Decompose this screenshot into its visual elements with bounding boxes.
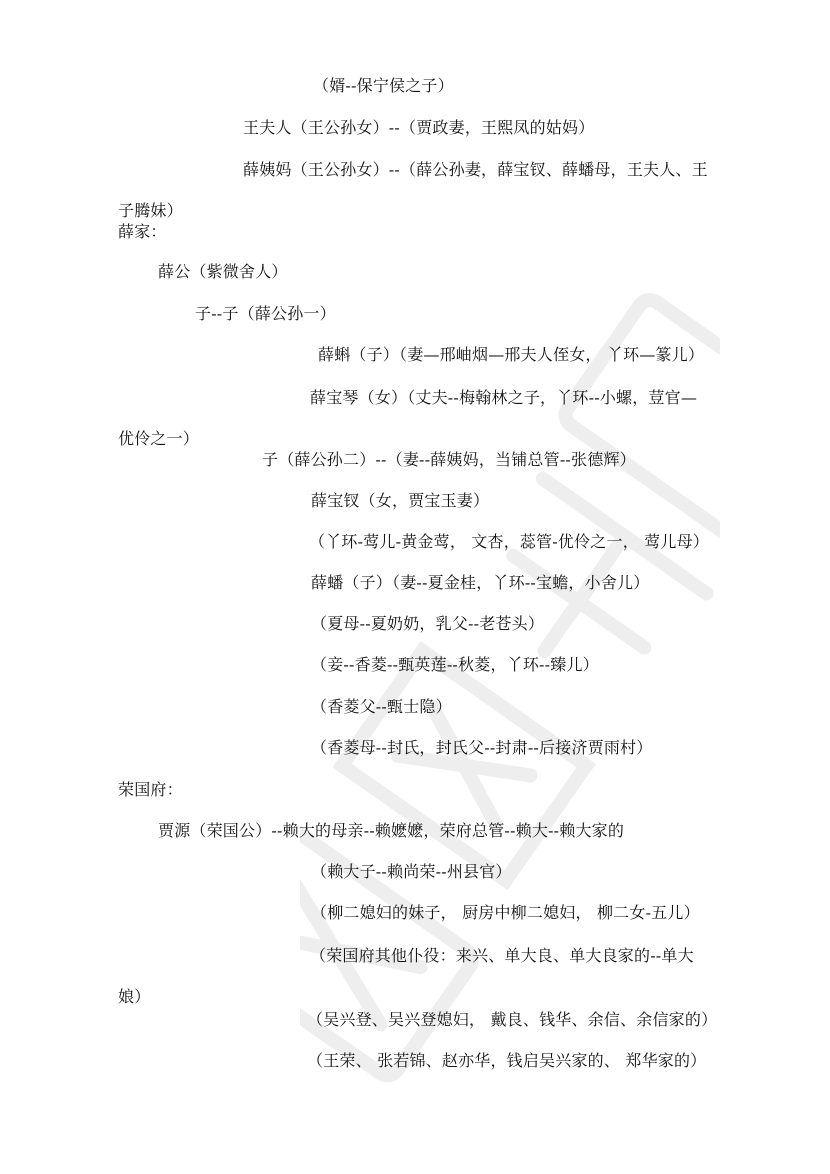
text-line-22: （吴兴登、吴兴登媳妇， 戴良、钱华、余信、余信家的） — [307, 1010, 718, 1029]
text-line-3: 薛姨妈（王公孙女）--（薛公孙妻，薛宝钗、薛蟠母，王夫人、王子腾妹） — [118, 160, 708, 220]
text-line-2: 王夫人（王公孙女）--（贾政妻，王熙凤的姑妈） — [243, 118, 595, 137]
text-line-9: 子（薛公孙二）--（妻--薛姨妈，当铺总管--张德辉） — [262, 450, 636, 469]
text-line-8: 薛宝琴（女）（丈夫--梅翰林之子，丫环--小螺，荳官—优伶之一） — [118, 388, 698, 448]
text-line-21: （荣国府其他仆役：来兴、单大良、单大良家的--单大娘） — [118, 946, 694, 1006]
text-line-19: （赖大子--赖尚荣--州县官） — [311, 862, 512, 881]
text-line-5: 薛公（紫微舍人） — [158, 262, 288, 281]
text-line-14: （妾--香菱--甄英莲--秋菱，丫环--臻儿） — [311, 655, 599, 674]
section-heading-xue: 薛家： — [118, 222, 167, 241]
text-line-23: （王荣、 张若锦、赵亦华，钱启吴兴家的、 郑华家的） — [307, 1051, 707, 1070]
text-line-12: 薛蟠（子）（妻--夏金桂，丫环--宝蟾，小舍儿） — [311, 573, 650, 592]
text-line-6: 子--子（薛公孙一） — [195, 304, 336, 323]
text-line-7: 薛蝌（子）（妻—邢岫烟—邢夫人侄女， 丫环—篆儿） — [318, 345, 705, 364]
text-line-18: 贾源（荣国公）--赖大的母亲--赖嬷嬷，荣府总管--赖大--赖大家的 — [158, 821, 625, 840]
text-line-16: （香菱母--封氏，封氏父--封肃--后接济贾雨村） — [311, 738, 653, 757]
text-line-10: 薛宝钗（女，贾宝玉妻） — [311, 491, 490, 510]
text-line-1: （婿--保宁侯之子） — [313, 76, 454, 95]
section-heading-rongguofu: 荣国府： — [118, 780, 183, 799]
text-line-13: （夏母--夏奶奶，乳父--老苍头） — [311, 614, 545, 633]
text-line-20: （柳二媳妇的妹子， 厨房中柳二媳妇， 柳二女-五儿） — [311, 903, 700, 922]
text-line-11: （丫环-莺儿-黄金莺， 文杏，蕊管-优伶之一， 莺儿母） — [309, 532, 709, 551]
text-line-15: （香菱父--甄士隐） — [311, 697, 452, 716]
